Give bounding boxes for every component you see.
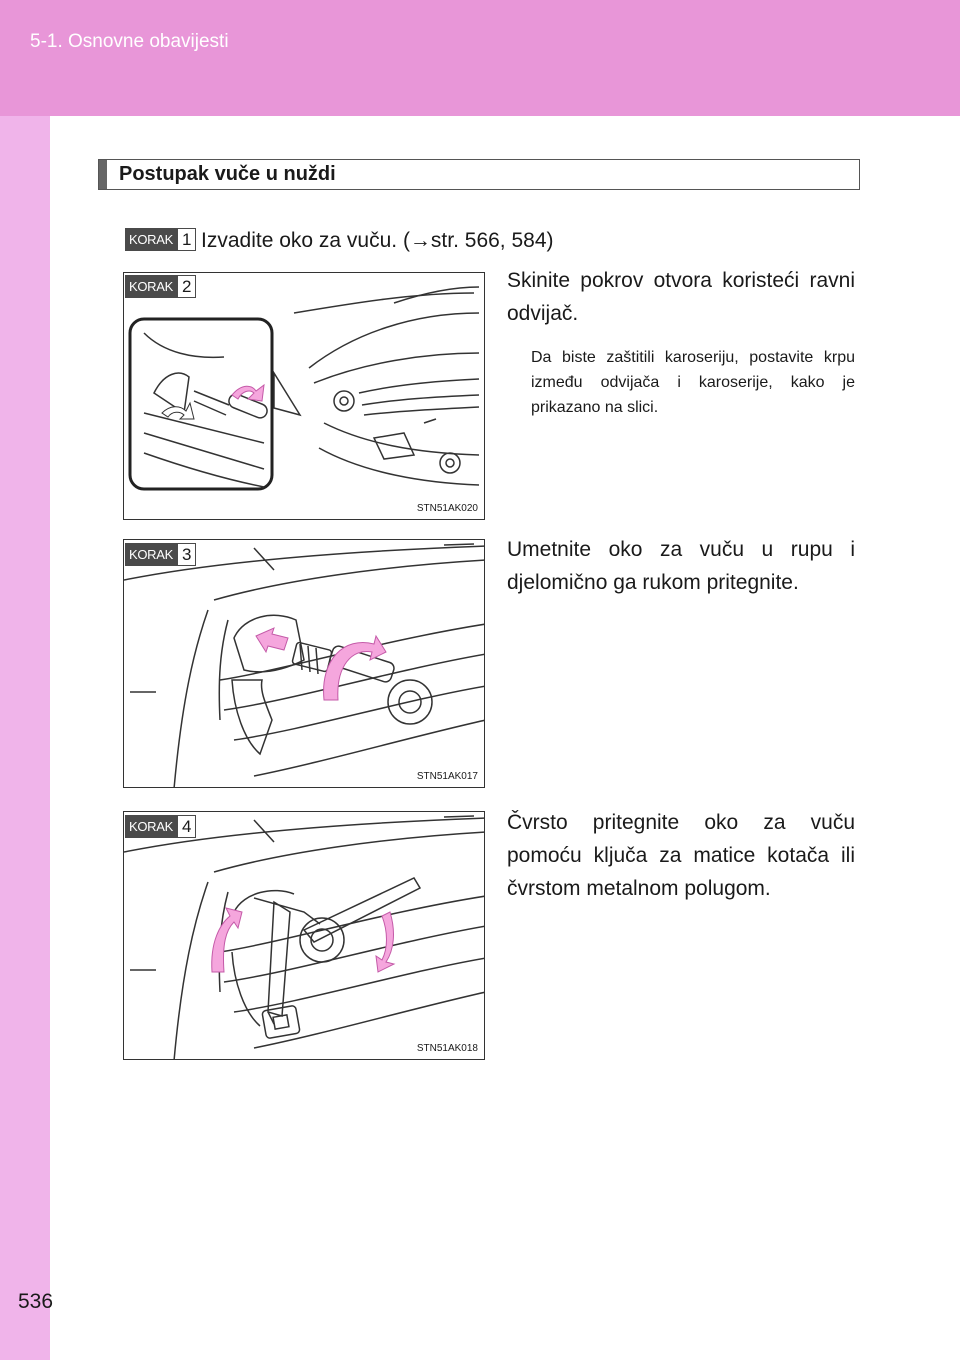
step-4-text: Čvrsto pritegnite oko za vuču pomoću ključa za matice kotača ili čvrstom metalnom polugom.	[507, 811, 855, 900]
step-number: 3	[177, 543, 196, 566]
step-badge-1	[125, 228, 196, 251]
section-header-bar	[99, 160, 107, 189]
step-badge-2	[125, 275, 196, 298]
chapter-label: 5-1. Osnovne obavijesti	[30, 31, 229, 52]
step-badge-3	[125, 543, 196, 566]
step-word: KORAK	[125, 275, 177, 298]
figure-step-3	[123, 539, 485, 788]
step-1-text: Izvadite oko za vuču. (→str. 566, 584)	[201, 229, 554, 252]
figure-code: STN51AK018	[416, 1043, 478, 1054]
step-number: 4	[177, 815, 196, 838]
step-word: KORAK	[125, 815, 177, 838]
figure-code: STN51AK017	[416, 771, 478, 782]
page-number: 536	[18, 1290, 54, 1313]
figure-code: STN51AK020	[416, 503, 478, 514]
figure-step-4	[123, 811, 485, 1060]
header-band	[0, 0, 960, 116]
side-band	[0, 116, 50, 1360]
step-number: 1	[177, 228, 196, 251]
step-badge-4	[125, 815, 196, 838]
tow-eye-insert-illustration	[124, 540, 485, 788]
step-word: KORAK	[125, 543, 177, 566]
step-2-text: Skinite pokrov otvora koristeći ravni odvijač.	[507, 269, 855, 325]
step-number: 2	[177, 275, 196, 298]
car-front-illustration	[124, 273, 485, 520]
figure-step-2	[123, 272, 485, 520]
step-2-note: Da biste zaštitili karoseriju, postavite krpu između odvijača i karoserije, kako je prikazano na slici.	[531, 349, 855, 416]
step-3-text: Umetnite oko za vuču u rupu i djelomično ga rukom pritegnite.	[507, 538, 855, 594]
tighten-tow-eye-illustration	[124, 812, 485, 1060]
section-title: Postupak vuče u nuždi	[119, 163, 336, 185]
step-word: KORAK	[125, 228, 177, 251]
section-header	[98, 159, 860, 190]
